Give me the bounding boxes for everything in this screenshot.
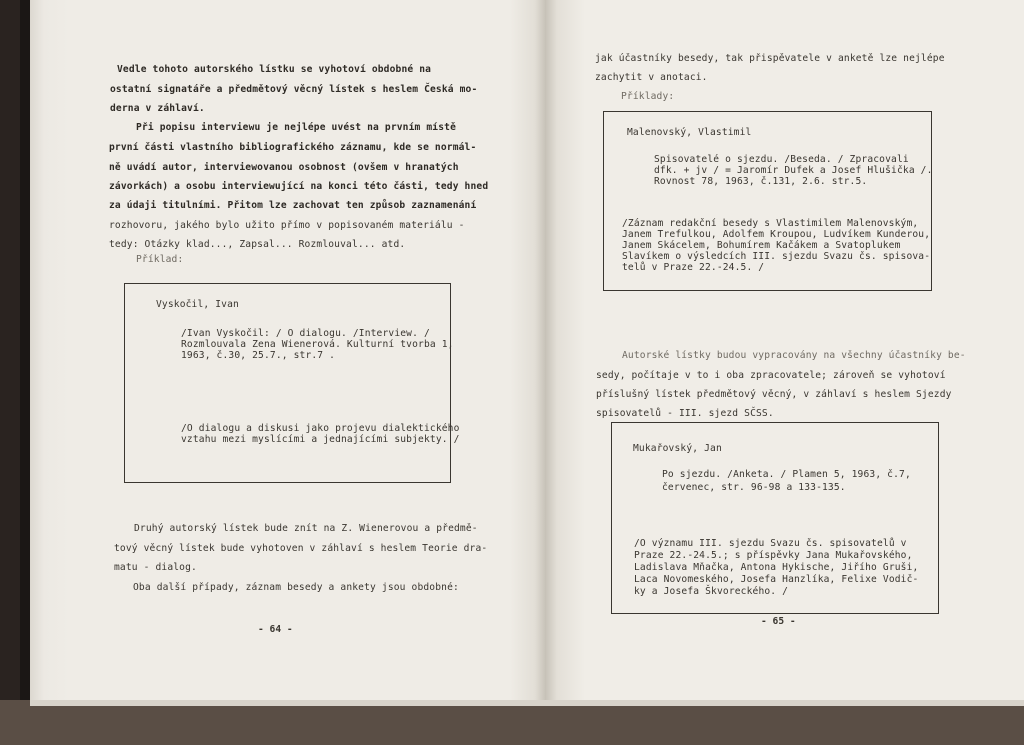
text-line: matu - dialog. (114, 562, 197, 573)
text-line: ně uvádí autor, interviewovanou osobnost (ovšem v hranatých (109, 162, 459, 173)
text-line: vztahu mezi myslícími a jednajícími subjekty. / (181, 434, 460, 445)
text-line: zachytit v anotaci. (595, 72, 708, 83)
catalog-card (124, 283, 451, 483)
table-surface (0, 700, 1024, 745)
text-line: závorkách) a osobu interviewující na konci této části, tedy hned (109, 181, 489, 192)
text-line: rozhovoru, jakého bylo užito přímo v popisovaném materiálu - (109, 220, 465, 231)
text-line: derna v záhlaví. (110, 103, 205, 114)
text-line: Laca Novomeského, Josefa Hanzlíka, Felixe Vodič- (634, 574, 919, 585)
text-line: /O dialogu a diskusi jako projevu dialektického (181, 423, 460, 434)
text-line: Rovnost 78, 1963, č.131, 2.6. str.5. (654, 176, 868, 187)
text-line: Slavíkem o výsledcích III. sjezdu Svazu čs. spisova- (622, 251, 931, 262)
example-label: Příklad: (136, 254, 184, 265)
page-bottom-edge (30, 700, 1024, 706)
text-line: Ladislava Mňačka, Antona Hykische, Jiřího Gruši, (634, 562, 919, 573)
text-line: 1963, č.30, 25.7., str.7 . (181, 350, 336, 361)
text-line: Praze 22.-24.5.; s příspěvky Jana Mukařovského, (634, 550, 913, 561)
text-line: /O významu III. sjezdu Svazu čs. spisovatelů v (634, 538, 907, 549)
text-line: telů v Praze 22.-24.5. / (622, 262, 765, 273)
text-line: červenec, str. 96-98 a 133-135. (662, 482, 846, 493)
text-line: tový věcný lístek bude vyhotoven v záhlaví s heslem Teorie dra- (114, 543, 488, 554)
text-line: Při popisu interviewu je nejlépe uvést na prvním místě (136, 122, 456, 133)
text-line: /Ivan Vyskočil: / O dialogu. /Interview. / (181, 328, 430, 339)
text-line: tedy: Otázky klad..., Zapsal... Rozmlouval... atd. (109, 239, 406, 250)
card-heading: Mukařovský, Jan (633, 443, 722, 454)
text-line: Janem Trefulkou, Adolfem Kroupou, Ludvíkem Kunderou, (622, 229, 931, 240)
card-heading: Vyskočil, Ivan (156, 299, 239, 310)
text-line: /Záznam redakční besedy s Vlastimilem Malenovským, (622, 218, 919, 229)
text-line: Rozmlouvala Zena Wienerová. Kulturní tvorba 1, (181, 339, 454, 350)
card-heading: Malenovský, Vlastimil (627, 127, 752, 138)
left-paragraph-4: Oba další případy, záznam besedy a ankety jsou obdobné: (133, 582, 459, 593)
text-line: Janem Skácelem, Bohumírem Kačákem a Svatoplukem (622, 240, 901, 251)
text-line: Po sjezdu. /Anketa. / Plamen 5, 1963, č.7, (662, 469, 911, 480)
page-number: - 65 - (761, 616, 796, 627)
text-line: Vedle tohoto autorského lístku se vyhotoví obdobné na (117, 64, 432, 75)
text-line: jak účastníky besedy, tak přispěvatele v anketě lze nejlépe (595, 53, 945, 64)
text-line: Autorské lístky budou vypracovány na všechny účastníky be- (622, 350, 966, 361)
example-label: Příklady: (621, 91, 675, 102)
text-line: Druhý autorský lístek bude znít na Z. Wienerovou a předmě- (134, 523, 478, 534)
text-line: dfk. + jv / = Jaromír Dufek a Josef Hlušička /. (654, 165, 933, 176)
text-line: ostatní signatáře a předmětový věcný lístek s heslem Česká mo- (110, 84, 478, 95)
text-line: spisovatelů - III. sjezd SČSS. (596, 408, 774, 419)
page-number: - 64 - (258, 624, 293, 635)
text-line: ky a Josefa Škvoreckého. / (634, 586, 789, 597)
text-line: sedy, počítaje v to i oba zpracovatele; zároveň se vyhotoví (596, 370, 946, 381)
text-line: příslušný lístek předmětový věcný, v záhlaví s heslem Sjezdy (596, 389, 952, 400)
text-line: za údaji titulními. Přitom lze zachovat ten způsob zaznamenání (109, 200, 477, 211)
text-line: Spisovatelé o sjezdu. /Beseda. / Zpracovali (654, 154, 909, 165)
text-line: první části vlastního bibliografického záznamu, kde se normál- (109, 142, 477, 153)
